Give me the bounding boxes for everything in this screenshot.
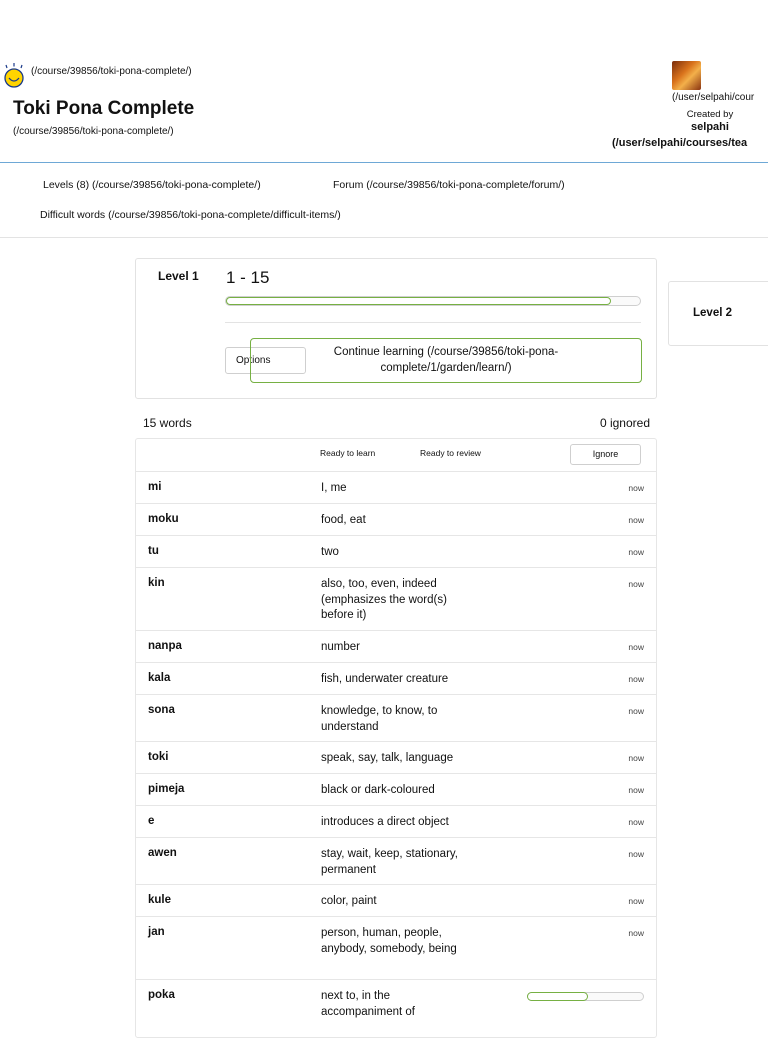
review-status: now [628, 674, 644, 684]
word: awen [148, 847, 177, 859]
definition: two [321, 546, 339, 558]
word: moku [148, 513, 179, 525]
level-range: 1 - 15 [226, 268, 270, 287]
review-status: now [628, 579, 644, 589]
word: sona [148, 704, 175, 716]
review-status: now [628, 515, 644, 525]
definition: I, me [321, 482, 347, 494]
definition: introduces a direct object [321, 816, 449, 828]
definition: also, too, even, indeed (emphasizes the word(s) before it) [321, 578, 447, 621]
logo-link[interactable]: (/course/39856/toki-pona-complete/) [31, 66, 192, 77]
nav-divider [0, 237, 768, 238]
word: kin [148, 577, 165, 589]
memrise-logo-icon[interactable] [2, 62, 26, 88]
definition: fish, underwater creature [321, 673, 449, 685]
table-row[interactable] [136, 535, 656, 567]
word: e [148, 815, 155, 827]
table-row[interactable] [136, 837, 656, 884]
word: kule [148, 894, 172, 906]
definition: knowledge, to know, to understand [321, 705, 438, 733]
table-row[interactable] [136, 662, 656, 694]
creator-avatar[interactable] [672, 61, 701, 90]
review-progress-fill [527, 992, 588, 1001]
course-title[interactable]: Toki Pona Complete [13, 98, 195, 119]
definition: black or dark-coloured [321, 784, 435, 796]
level-progress-fill [226, 297, 611, 305]
word: kala [148, 672, 171, 684]
table-row[interactable] [136, 916, 656, 979]
review-status: now [628, 642, 644, 652]
review-status: now [628, 706, 644, 716]
table-row[interactable] [136, 741, 656, 773]
table-row[interactable] [136, 694, 656, 741]
definition: person, human, people, anybody, somebody, being [321, 927, 457, 955]
continue-learning-button[interactable]: Continue learning (/course/39856/toki-pona-complete/1/garden/learn/) [250, 338, 642, 383]
creator-name[interactable]: selpahi [691, 121, 729, 133]
table-row[interactable] [136, 979, 656, 1039]
word: mi [148, 481, 162, 493]
nav-levels-link[interactable]: Levels (8) (/course/39856/toki-pona-complete/) [43, 179, 261, 191]
nav-difficult-words-link[interactable]: Difficult words (/course/39856/toki-pona-complete/difficult-items/) [40, 209, 341, 221]
definition: next to, in the accompaniment of [321, 990, 415, 1018]
review-status: now [628, 817, 644, 827]
words-count: 15 words [143, 416, 192, 430]
nav-forum-link[interactable]: Forum (/course/39856/toki-pona-complete/forum/) [333, 179, 565, 191]
created-by-label: Created by [686, 109, 734, 120]
table-row[interactable] [136, 630, 656, 662]
word: nanpa [148, 640, 182, 652]
definition: speak, say, talk, language [321, 752, 454, 764]
review-status: now [628, 849, 644, 859]
ignore-button[interactable]: Ignore [570, 444, 641, 465]
review-status: now [628, 928, 644, 938]
column-ready-to-learn[interactable]: Ready to learn [320, 448, 376, 458]
card-divider [225, 322, 641, 323]
word: pimeja [148, 783, 185, 795]
creator-profile-link[interactable]: (/user/selpahi/cour [672, 92, 755, 103]
table-row[interactable] [136, 773, 656, 805]
options-button[interactable]: Options [225, 347, 306, 374]
word: jan [148, 926, 165, 938]
ignored-count: 0 ignored [599, 416, 650, 430]
review-status: now [628, 896, 644, 906]
definition: stay, wait, keep, stationary, permanent [321, 848, 458, 876]
review-status: now [628, 547, 644, 557]
table-row[interactable] [136, 471, 656, 503]
review-status: now [628, 785, 644, 795]
header-divider [0, 162, 768, 163]
definition: color, paint [321, 895, 377, 907]
level-2-label[interactable]: Level 2 [693, 307, 732, 319]
word: toki [148, 751, 169, 763]
table-row[interactable] [136, 805, 656, 837]
review-status: now [628, 483, 644, 493]
table-row[interactable] [136, 884, 656, 916]
word: tu [148, 545, 159, 557]
level-label: Level 1 [158, 269, 199, 283]
creator-courses-link[interactable]: (/user/selpahi/courses/tea [612, 137, 748, 149]
definition: number [321, 641, 360, 653]
review-status: now [628, 753, 644, 763]
course-title-link[interactable]: (/course/39856/toki-pona-complete/) [13, 126, 174, 137]
word: poka [148, 989, 175, 1001]
table-row[interactable] [136, 503, 656, 535]
definition: food, eat [321, 514, 366, 526]
column-ready-to-review[interactable]: Ready to review [420, 448, 481, 458]
table-row[interactable] [136, 567, 656, 630]
